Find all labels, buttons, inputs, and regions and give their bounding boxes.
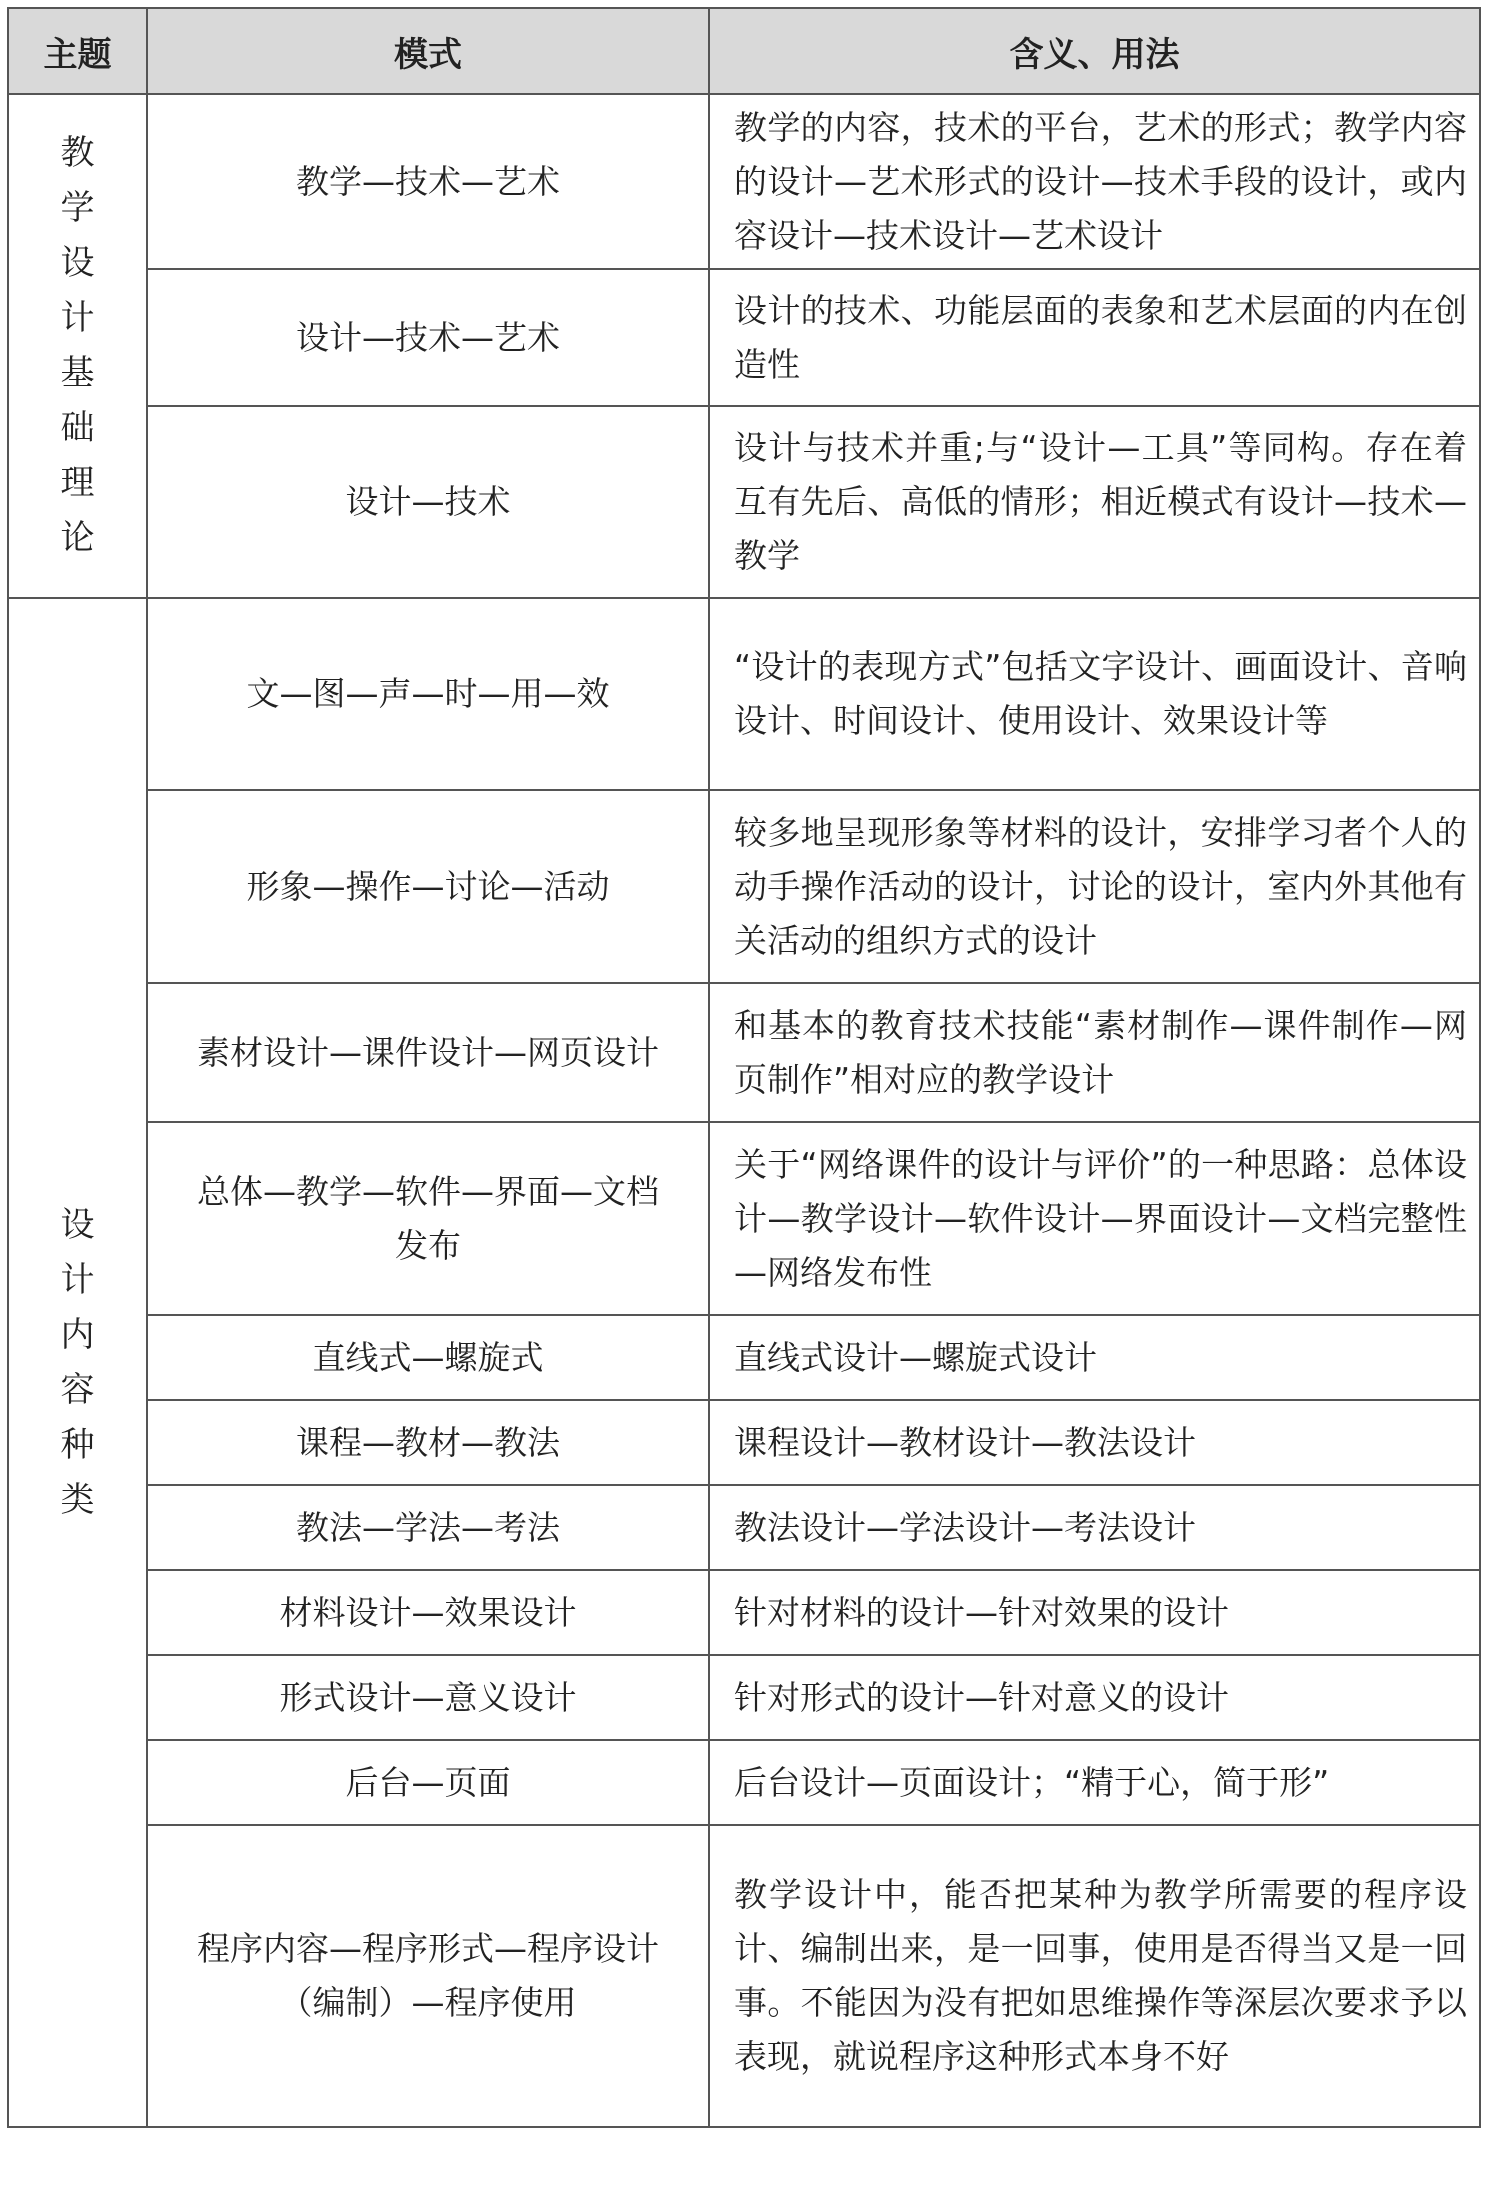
usage-cell: 直线式设计—螺旋式设计 xyxy=(709,1315,1480,1400)
topic-char: 容 xyxy=(60,1369,95,1410)
table-row xyxy=(8,1570,1480,1655)
table-row xyxy=(8,790,1480,983)
mode-cell: 材料设计—效果设计 xyxy=(147,1570,709,1655)
topic-char: 计 xyxy=(60,298,95,338)
mode-cell: 教法—学法—考法 xyxy=(147,1485,709,1570)
usage-cell: 设计与技术并重;与“设计—工具”等同构。存在着互有先后、高低的情形；相近模式有设计—技术—教学 xyxy=(709,406,1480,598)
header-mode: 模式 xyxy=(147,8,709,94)
topic-char: 学 xyxy=(60,188,95,228)
topic-cell xyxy=(8,598,147,2127)
usage-cell: 教学设计中，能否把某种为教学所需要的程序设计、编制出来，是一回事，使用是否得当又是一回事。不能因为没有把如思维操作等深层次要求予以表现，就说程序这种形式本身不好 xyxy=(709,1825,1480,2127)
table-row xyxy=(8,269,1480,406)
usage-cell: 关于“网络课件的设计与评价”的一种思路：总体设计—教学设计—软件设计—界面设计—文档完整性—网络发布性 xyxy=(709,1122,1480,1315)
usage-cell: 较多地呈现形象等材料的设计，安排学习者个人的动手操作活动的设计，讨论的设计，室内外其他有关活动的组织方式的设计 xyxy=(709,790,1480,983)
mode-cell: 设计—技术—艺术 xyxy=(147,269,709,406)
usage-cell: 针对形式的设计—针对意义的设计 xyxy=(709,1655,1480,1740)
mode-cell: 设计—技术 xyxy=(147,406,709,598)
topic-char: 计 xyxy=(60,1259,95,1300)
header-topic: 主题 xyxy=(8,8,147,94)
mode-cell: 教学—技术—艺术 xyxy=(147,94,709,269)
table-row xyxy=(8,1485,1480,1570)
usage-cell: 教学的内容，技术的平台，艺术的形式；教学内容的设计—艺术形式的设计—技术手段的设计，或内容设计—技术设计—艺术设计 xyxy=(709,94,1480,269)
table-row xyxy=(8,598,1480,790)
usage-cell: 针对材料的设计—针对效果的设计 xyxy=(709,1570,1480,1655)
table-row xyxy=(8,94,1480,269)
topic-char: 论 xyxy=(60,518,95,558)
usage-cell: 教法设计—学法设计—考法设计 xyxy=(709,1485,1480,1570)
usage-cell: 后台设计—页面设计；“精于心，简于形” xyxy=(709,1740,1480,1825)
topic-char: 础 xyxy=(60,408,95,448)
usage-cell: “设计的表现方式”包括文字设计、画面设计、音响设计、时间设计、使用设计、效果设计等 xyxy=(709,598,1480,790)
mode-cell: 形式设计—意义设计 xyxy=(147,1655,709,1740)
mode-cell: 直线式—螺旋式 xyxy=(147,1315,709,1400)
design-mode-table xyxy=(7,7,1481,2128)
mode-cell: 程序内容—程序形式—程序设计（编制）—程序使用 xyxy=(147,1825,709,2127)
table-row xyxy=(8,406,1480,598)
topic-char: 设 xyxy=(60,1204,95,1245)
topic-cell xyxy=(8,94,147,598)
table-row xyxy=(8,1655,1480,1740)
usage-cell: 和基本的教育技术技能“素材制作—课件制作—网页制作”相对应的教学设计 xyxy=(709,983,1480,1122)
mode-cell: 课程—教材—教法 xyxy=(147,1400,709,1485)
header-row xyxy=(8,8,1480,94)
usage-cell: 课程设计—教材设计—教法设计 xyxy=(709,1400,1480,1485)
mode-cell: 总体—教学—软件—界面—文档发布 xyxy=(147,1122,709,1315)
topic-char: 理 xyxy=(60,463,95,503)
topic-char: 教 xyxy=(60,133,95,173)
mode-cell: 形象—操作—讨论—活动 xyxy=(147,790,709,983)
topic-char: 内 xyxy=(60,1314,95,1355)
table-row xyxy=(8,983,1480,1122)
usage-cell: 设计的技术、功能层面的表象和艺术层面的内在创造性 xyxy=(709,269,1480,406)
mode-cell: 后台—页面 xyxy=(147,1740,709,1825)
topic-char: 类 xyxy=(60,1479,95,1520)
topic-char: 设 xyxy=(60,243,95,283)
mode-cell: 素材设计—课件设计—网页设计 xyxy=(147,983,709,1122)
table-row xyxy=(8,1740,1480,1825)
header-usage: 含义、用法 xyxy=(709,8,1480,94)
topic-char: 基 xyxy=(60,353,95,393)
table-row xyxy=(8,1825,1480,2127)
table-row xyxy=(8,1122,1480,1315)
topic-char: 种 xyxy=(60,1424,95,1465)
mode-cell: 文—图—声—时—用—效 xyxy=(147,598,709,790)
table-row xyxy=(8,1315,1480,1400)
table-row xyxy=(8,1400,1480,1485)
